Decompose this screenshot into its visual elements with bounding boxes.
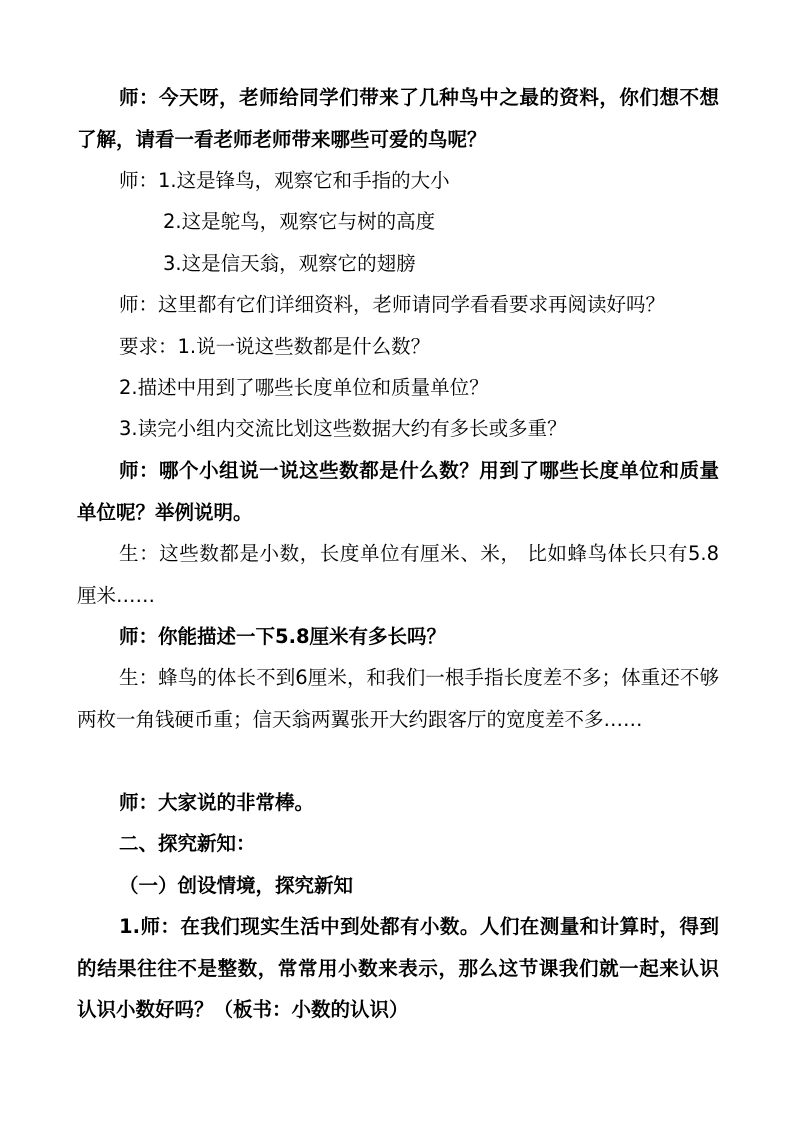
- paragraph-decimal-intro: 1.师：在我们现实生活中到处都有小数。人们在测量和计算时，得到的结果往往不是整数，常常用小数来表示，那么这节课我们就一起来认识认识小数好吗？（板书：小数的认识）: [77, 915, 719, 1021]
- paragraph-student-answer-2: 生：蜂鸟的体长不到6厘米，和我们一根手指长度差不多；体重还不够两枚一角钱硬币重；信天翁两翼张开大约跟客厅的宽度差不多……: [77, 666, 719, 731]
- paragraph-item-1: 师：1.这是锋鸟，观察它和手指的大小: [119, 169, 450, 192]
- paragraph-group-question: 师：哪个小组说一说这些数都是什么数？用到了哪些长度单位和质量单位呢？举例说明。: [77, 459, 719, 524]
- paragraph-requirement-3: 3.读完小组内交流比划这些数据大约有多长或多重？: [119, 417, 567, 440]
- paragraph-item-3: 3.这是信天翁，观察它的翅膀: [163, 252, 416, 275]
- paragraph-teacher-request: 师：这里都有它们详细资料，老师请同学看看要求再阅读好吗？: [119, 293, 666, 316]
- paragraph-item-2: 2.这是鸵鸟，观察它与树的高度: [163, 210, 436, 233]
- section-heading: 二、探究新知：: [119, 832, 256, 855]
- paragraph-student-answer-1: 生：这些数都是小数，长度单位有厘米、米， 比如蜂鸟体长只有5.8厘米……: [77, 542, 719, 607]
- paragraph-intro: 师：今天呀，老师给同学们带来了几种鸟中之最的资料，你们想不想了解，请看一看老师老师带来哪些可爱的鸟呢？: [77, 86, 719, 151]
- paragraph-teacher-question: 师：你能描述一下5.8厘米有多长吗？: [119, 625, 447, 648]
- paragraph-requirement-1: 要求：1.说一说这些数都是什么数？: [119, 335, 431, 358]
- subsection-heading: （一）创设情境，探究新知: [119, 874, 354, 897]
- paragraph-requirement-2: 2.描述中用到了哪些长度单位和质量单位？: [119, 376, 489, 399]
- paragraph-teacher-praise: 师：大家说的非常棒。: [119, 791, 315, 814]
